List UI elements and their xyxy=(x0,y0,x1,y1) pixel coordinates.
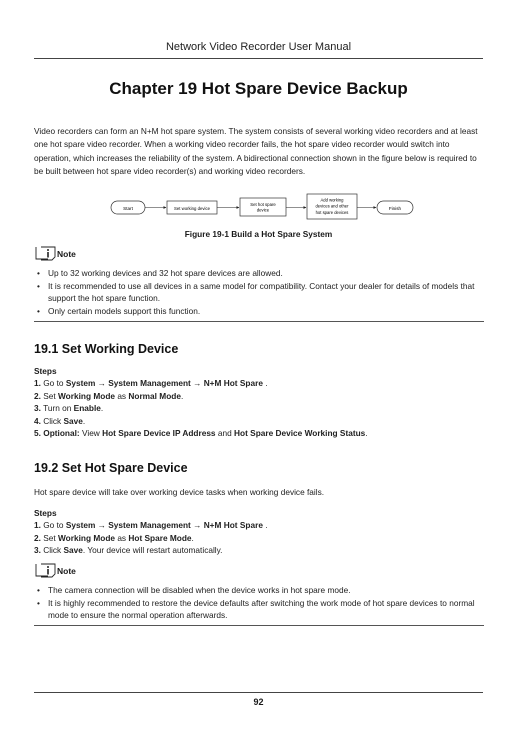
note-label: Note xyxy=(57,566,76,576)
flow-node-start-label: Start xyxy=(123,205,133,211)
chapter-title: Chapter 19 Hot Spare Device Backup xyxy=(109,79,408,98)
note-icon xyxy=(34,562,58,578)
page-header-title: Network Video Recorder User Manual xyxy=(165,41,352,53)
step-item: 3. Click Save. Your device will restart automatically. xyxy=(34,545,223,555)
steps-list xyxy=(34,519,484,557)
header-divider xyxy=(34,58,483,59)
note-item: • The camera connection will be disabled when the device works in hot spare mode. xyxy=(37,585,351,595)
note-list xyxy=(34,267,484,317)
section-title: 19.1 Set Working Device xyxy=(34,342,179,356)
intro-paragraph: Video recorders can form an N+M hot spare system. The system consists of several working video recorders and at least one hot spare video recorder. When a working video recorder fails, the hot spare video recorder would switch into operation, which increases the reliability of the system. A bidirectional connection shown in the figure below is required to be built between hot spare video recorder(s) and working video recorders. xyxy=(34,126,478,176)
flow-node-set-hot-spare-label-1: Set hot spare xyxy=(250,201,276,207)
section-title: 19.2 Set Hot Spare Device xyxy=(34,461,188,475)
flow-node-set-hot-spare-label-2: device xyxy=(256,207,270,213)
flow-node-add-devices-label-3: hot spare devices xyxy=(315,210,349,215)
flow-node-add-devices-label-1: Add working xyxy=(320,197,344,203)
step-item: 2. Set Working Mode as Hot Spare Mode. xyxy=(34,532,194,543)
page-number: 92 xyxy=(253,697,264,707)
note-divider xyxy=(34,321,484,322)
steps-label: Steps xyxy=(34,508,57,518)
note-divider xyxy=(34,625,484,626)
flow-node-finish-label: Finish xyxy=(388,205,402,211)
note-item: • Only certain models support this function. xyxy=(37,305,201,316)
flow-node-set-working-label: Set working device xyxy=(173,205,211,211)
flow-diagram xyxy=(110,193,430,223)
step-item: 3. Turn on Enable. xyxy=(34,403,104,413)
figure-caption: Figure 19-1 Build a Hot Spare System xyxy=(184,229,333,239)
note-item: • Up to 32 working devices and 32 hot spare devices are allowed. xyxy=(37,268,283,278)
note-item: • It is recommended to use all devices in a same model for compatibility. Contact your dealer for details of models that support the hot spare function. xyxy=(37,280,475,303)
section-intro: Hot spare device will take over working device tasks when working device fails. xyxy=(34,487,325,497)
note-label: Note xyxy=(57,249,76,259)
step-item: 1. Go to System → System Management → N+M Hot Spare . xyxy=(34,520,268,530)
flow-node-add-devices-label-2: devices and other xyxy=(315,203,349,209)
note-list xyxy=(34,584,484,622)
footer-divider xyxy=(34,692,483,693)
step-item: 2. Set Working Mode as Normal Mode. xyxy=(34,390,184,401)
steps-list xyxy=(34,377,484,440)
note-icon xyxy=(34,245,58,261)
step-item: 5. Optional: View Hot Spare Device IP Address and Hot Spare Device Working Status. xyxy=(34,428,368,438)
note-item: • It is highly recommended to restore the device defaults after switching the work mode of hot spare devices to normal mode to ensure the normal operation afterwards. xyxy=(37,597,475,620)
step-item: 1. Go to System → System Management → N+M Hot Spare . xyxy=(34,378,268,388)
steps-label: Steps xyxy=(34,366,57,376)
step-item: 4. Click Save. xyxy=(34,415,86,426)
